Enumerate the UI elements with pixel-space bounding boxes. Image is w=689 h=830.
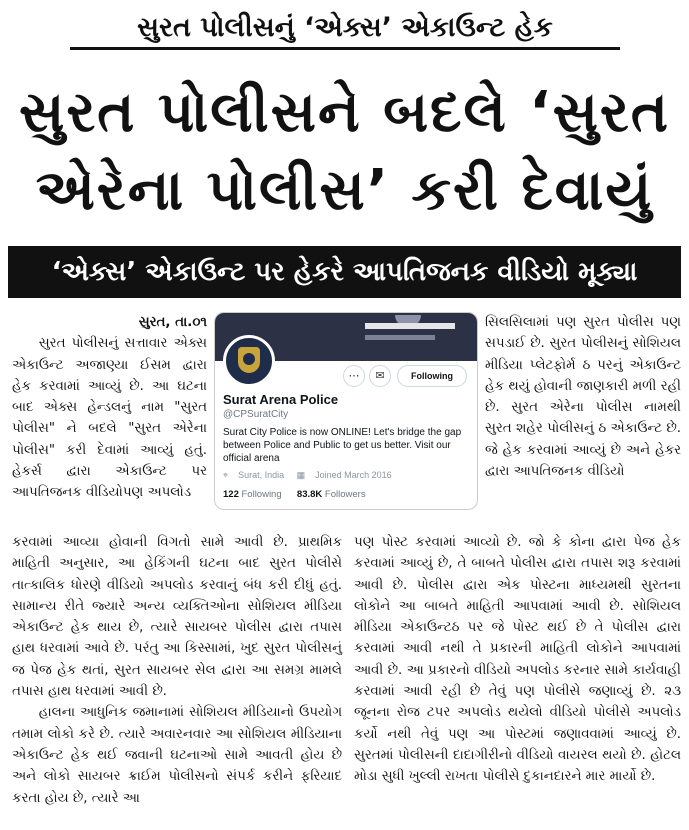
article-bottom-right bbox=[354, 532, 681, 788]
bottom-left-paragraph-2: હાલના આધુનિક જમાનામાં સોશિયલ મીડિયાનો ઉપયોગ તમામ લોકો કરે છે. ત્યારે અવારનવાર આ સોશિયલ મીડિયાના એકાઉન્ટ હેક થઈ જવાની ઘટનાઓ સામે આવતી હોય છે અને લોકો સાયબર ક્રાઈમ પોલીસનો સંપર્ક કરીને ફરિયાદ કરતા હોય છે, ત્યારે આ bbox=[12, 705, 342, 806]
profile-bio: Surat City Police is now ONLINE! Let's bridge the gap between Police and Public to get us better. Visit our official arena bbox=[223, 427, 462, 464]
kicker-headline: સુરત પોલીસનું ‘એક્સ’ એકાઉન્ટ હેક bbox=[70, 10, 620, 50]
headline-line-2: એરેના પોલીસ’ કરી દેવાયું bbox=[35, 158, 654, 223]
social-profile-card bbox=[214, 312, 478, 510]
column-3-text: સિલસિલામાં પણ સુરત પોલીસ પણ સપડાઈ છે. સુરત પોલીસનું સોશિયલ મીડિયા પ્લેટફોર્મ ઠ પરનું એકાઉન્ટ હેક થયું હોવાની જાણકારી મળી રહી છે. સુરત એરેના પોલીસ નામથી સુરત શહેર પોલીસનું ઠ એકાઉન્ટ છે. જે હેક કરવામાં આવ્યું છે અને હેકર દ્વારા આપતિજનક વીડિયો bbox=[485, 315, 681, 480]
police-avatar-icon bbox=[223, 335, 275, 387]
article-column-3 bbox=[485, 312, 681, 530]
following-button: Following bbox=[397, 365, 467, 387]
dateline: સુરત, તા.૦૧ bbox=[138, 315, 207, 330]
article-bottom bbox=[12, 532, 681, 828]
profile-joined: Joined March 2016 bbox=[315, 470, 392, 480]
bottom-left-paragraph-1: કરવામાં આવ્યા હોવાની વિગતો સામે આવી છે. પ્રાથમિક માહિતી અનુસાર, આ હેકિંગની ઘટના બાદ સુરત પોલીસે તાત્કાલિક ધોરણે વીડિયો અપલોડ કરવાનું બંધ કરી દીધું હતું. સામાન્ય રીતે જ્યારે અન્ય વ્યક્તિઓના સોશિયલ મીડિયા એકાઉન્ટ હેક થાય છે, ત્યારે સાયબર પોલીસ દ્વારા તપાસ હાથ ધરવામાં આવે છે. પરંતુ આ કિસ્સામાં, ખુદ સુરત પોલીસનું જ પેજ હેક થતાં, સુરત સાયબર સેલ દ્વારા આ સમગ્ર મામલે તપાસ હાથ ધરવામાં આવી છે. bbox=[12, 535, 342, 700]
message-icon: ✉ bbox=[369, 365, 391, 387]
profile-name: Surat Arena Police bbox=[223, 392, 339, 407]
profile-stats bbox=[223, 489, 366, 500]
banner-stripe bbox=[365, 323, 455, 329]
column-1-text: સુરત પોલીસનું સત્તાવાર એક્સ એકાઉન્ટ અજાણ્યા ઈસમ દ્વારા હેક કરવામાં આવ્યું છે. આ ઘટના બાદ એક્સ હેન્ડલનું નામ "સુરત પોલીસ" ને બદલે "સુરત એરેના પોલીસ" કરી દેવામાં આવ્યું હતું. હેકર્સ દ્વારા એકાઉન્ટ પર આપતિજનક વીડિયોપણ અપલોડ bbox=[12, 336, 207, 501]
following-count: 122 bbox=[223, 489, 239, 500]
location-icon: ⌖ bbox=[223, 470, 229, 480]
calendar-icon: ▦ bbox=[296, 470, 306, 480]
profile-meta bbox=[223, 470, 402, 481]
headline-line-1: સુરત પોલીસને બદલે ‘સુરત bbox=[18, 80, 671, 145]
following-label: Following bbox=[241, 489, 282, 500]
banner-stripe-small bbox=[365, 335, 435, 340]
emblem-center bbox=[243, 353, 255, 365]
profile-location: Surat, India bbox=[238, 470, 285, 480]
more-options-icon: ⋯ bbox=[343, 365, 365, 387]
profile-handle: @CPSuratCity bbox=[223, 409, 289, 420]
main-headline bbox=[6, 74, 683, 230]
subheadline-strap: ‘એક્સ’ એકાઉન્ટ પર હેકરે આપતિજનક વીડિયો મૂક્યા bbox=[8, 246, 681, 298]
bottom-right-paragraph: પણ પોસ્ટ કરવામાં આવ્યો છે. જો કે કોના દ્વારા પેજ હેક કરવામાં આવ્યું છે, તે બાબતે પોલીસ દ્વારા તપાસ શરૂ કરવામાં આવી છે. પોલીસ દ્વારા એક પોસ્ટના માધ્યમથી સુરતના લોકોને આ બાબતે માહિતી આપવામાં આવી છે. સોશિયલ મીડિયા એકાઉન્ટઠ પર જે પોસ્ટ થઈ છે તે પોલીસ દ્વારા કરવામાં આવી નથી તે પ્રકારની માહિતી લોકોને આપવામાં આવી છે. આ પ્રકારનો વીડિયો અપલોડ કરનાર સામે કાર્યવાહી કરવામાં આવી રહી છે તેવું પણ પોલીસે જણાવ્યું છે. ૨૩ જૂનના રોજ ટપર અપલોડ થયેલો વીડિયો પોલીસે અપલોડ કર્યો નથી તેવું પણ આ પોસ્ટમાં જણાવવામાં આવ્યું છે. સુરતમાં પોલીસની દાદાગીરીનો વીડિયો વાયરલ થયો છે. હોટલ મોડા સુધી ખુલ્લી રાખતા પોલીસે દુકાનદારને માર માર્યો છે. bbox=[354, 535, 681, 785]
article-bottom-left bbox=[12, 532, 342, 809]
article-column-1 bbox=[12, 312, 207, 532]
followers-label: Followers bbox=[324, 489, 366, 500]
followers-count: 83.8K bbox=[296, 489, 323, 500]
